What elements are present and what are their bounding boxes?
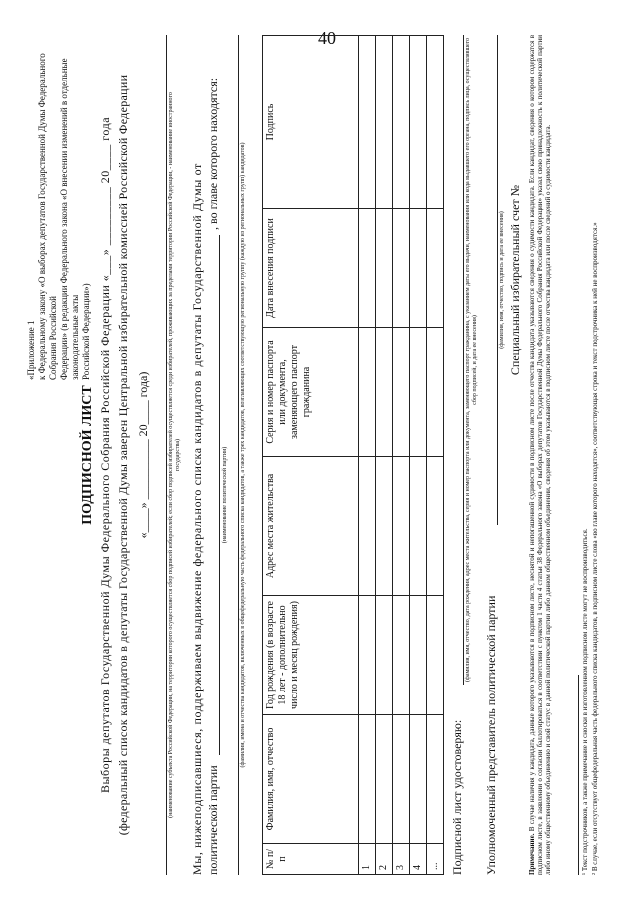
- header-signature-date: Дата внесения подписи: [263, 209, 359, 328]
- footnote-2: ² В случае, если отсутствует общефедеральная часть федерального списка кандидатов, в подписном листе слова «во главе которого находятся», соответствующая строка и текст подстрочника к ней не воспроизводятся.»: [591, 222, 599, 875]
- header-birth-year: Год рождения (в возрасте 18 лет - дополнительно число и месяц рождения): [263, 596, 359, 715]
- header-passport: Серия и номер паспорта или документа, заменяющего паспорт гражданина: [263, 328, 359, 457]
- party-line: политической партии: [206, 765, 220, 875]
- authorized-caption: (фамилия, имя, отчество, подпись и дата ее внесения): [499, 211, 505, 349]
- authorized-label: Уполномоченный представитель политической партии: [484, 595, 498, 875]
- header-number: № п/п: [263, 844, 359, 875]
- header-full-name: Фамилия, имя, отчество: [263, 715, 359, 844]
- head-line: , во главе которого находятся:: [206, 77, 220, 230]
- certified-caption: (фамилия, имя, отчество, дата рождения, адрес места жительства, серия и номер паспорта или документа, заменяющего паспорт гражданина, с указанием даты его выдачи, наименования или кода выдавшего его органа, подпись лица, осуществлявшего сбор подписей, и дата ее внесения): [465, 37, 478, 683]
- note-label: Примечание.: [528, 833, 536, 875]
- note-text: В случае наличия у кандидата, данные которого указываются в подписном листе, неснятой и непогашенной судимости в подписном листе после отчества кандидата указываются сведения о судимости кандидата. Если кандидат, сведения о котором содержатся в подписном листе, в заявлении о согласии баллотироваться в соответствии с пунктом 1 части 4 статьи 38 Федерального закона «О выборах депутатов Государственной Думы Федерального Собрания Российской Федерации» указал свою принадлежность к политической партии либо иному общественному объединению и свой статус в данной политической партии либо данном общественном объединении, сведения об этом указываются в подписном листе после отчества кандидата или после сведений о судимости кандидата.: [528, 35, 552, 875]
- table-row: 3: [393, 36, 410, 875]
- support-line: Мы, нижеподписавшиеся, поддерживаем выдвижение федерального списка кандидатов в депутаты Государственной Думы от: [190, 163, 204, 875]
- sheet-title: ПОДПИСНОЙ ЛИСТ: [80, 385, 95, 525]
- appendix-line-1: к Федеральному закону «О выборах депутатов Государственной Думы Федерального Собрания Российской: [37, 53, 58, 380]
- subject-caption: (наименование субъекта Российской Федерации, на территории которого осуществляется сбор подписей избирателей; если сбор подписей избирателей осуществляется среди избирателей, проживающих за пределами территории Российской Федерации, - наименование иностранного государства): [168, 92, 181, 818]
- appendix-title: «Приложение 1: [26, 320, 36, 380]
- appendix-line-2: Федерации» (в редакции Федерального закона «О внесении изменений в отдельные законодательные акты: [59, 58, 80, 380]
- footnote-1: ¹ Текст подстрочников, а также примечание и сноски в изготовленном подписном листе могут не воспроизводиться.: [581, 528, 589, 875]
- election-line: Выборы депутатов Государственной Думы Федерального Собрания Российской Федерации «___» _________ 20____ года: [98, 116, 112, 794]
- table-row: 2: [376, 36, 393, 875]
- party-caption: (наименование политической партии): [222, 446, 228, 544]
- appendix-line-3: Российской Федерации»): [81, 283, 91, 380]
- special-account: Специальный избирательный счет №: [508, 184, 522, 376]
- certified-label: Подписной лист удостоверяю:: [450, 719, 464, 875]
- signatures-table: [262, 35, 444, 875]
- header-address: Адрес места жительства: [263, 457, 359, 596]
- table-row: ...: [427, 36, 444, 875]
- note: [528, 35, 552, 875]
- federal-list-line: (федеральный список кандидатов в депутаты Государственной Думы заверен Центральной избирательной комиссией Российской Федерации: [116, 74, 130, 836]
- table-row: 4: [410, 36, 427, 875]
- date-line: «____» __________ 20____ года): [136, 371, 150, 539]
- header-signature: Подпись: [263, 36, 359, 209]
- page-number: 40: [318, 28, 336, 48]
- signature-sheet: [18, 25, 618, 885]
- candidates-caption: (фамилии, имена и отчества кандидатов, включенных в общефедеральную часть федерального списка кандидатов, а также трех кандидатов, возглавляющих соответствующую региональную группу (каждую из региональных групп) кандидатов): [240, 142, 246, 768]
- table-row: 1: [359, 36, 376, 875]
